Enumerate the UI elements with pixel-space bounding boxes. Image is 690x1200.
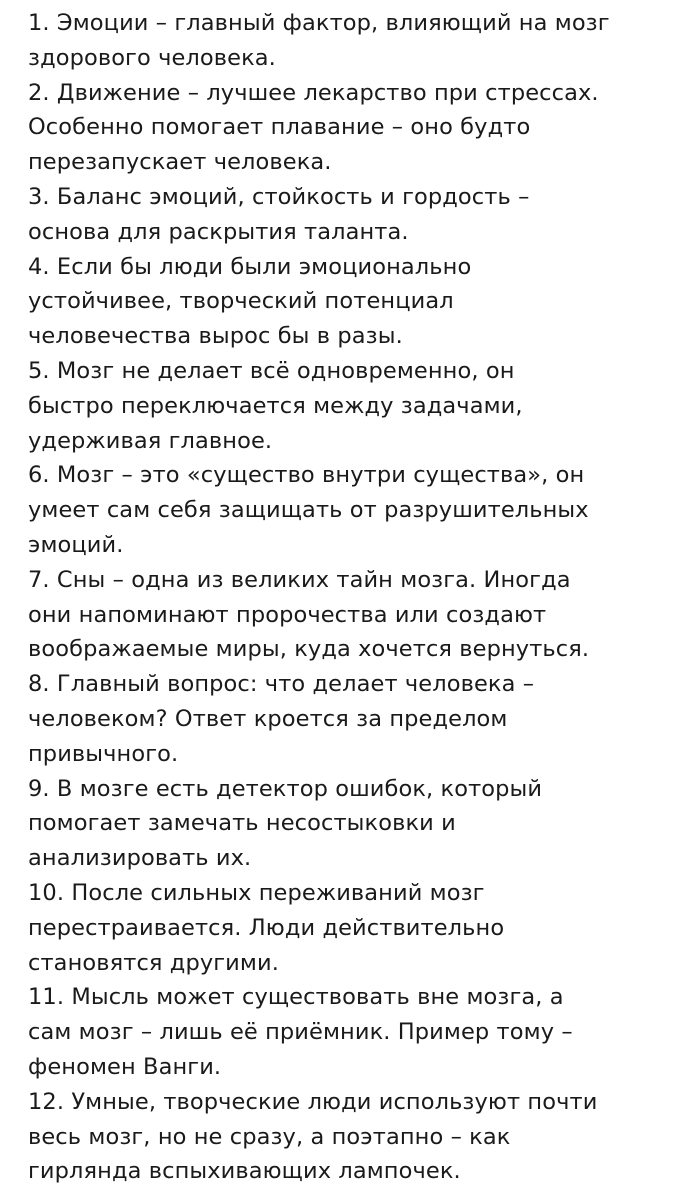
item-line: 12. Умные, творческие люди используют почти	[28, 1088, 598, 1115]
item-line: 8. Главный вопрос: что делает человека –	[28, 671, 535, 698]
item-line: человеком? Ответ кроется за пределом	[28, 705, 508, 732]
item-line: феномен Ванги.	[28, 1053, 222, 1080]
item-line: 3. Баланс эмоций, стойкость и гордость –	[28, 183, 530, 210]
item-line: гирлянда вспыхивающих лампочек.	[28, 1158, 461, 1185]
item-line: Особенно помогает плавание – оно будто	[28, 114, 531, 141]
item-line: помогает замечать несостыковки и	[28, 810, 456, 837]
list-item	[28, 76, 670, 180]
item-line: эмоций.	[28, 531, 124, 558]
item-line: 2. Движение – лучшее лекарство при стрессах.	[28, 79, 599, 106]
facts-list	[28, 6, 670, 1189]
item-line: 4. Если бы люди были эмоционально	[28, 253, 472, 280]
item-line: 11. Мысль может существовать вне мозга, а	[28, 984, 564, 1011]
item-line: основа для раскрытия таланта.	[28, 218, 409, 245]
list-item	[28, 563, 670, 667]
item-line: перестраивается. Люди действительно	[28, 914, 505, 941]
item-line: удерживая главное.	[28, 427, 273, 454]
list-item	[28, 250, 670, 354]
item-line: 1. Эмоции – главный фактор, влияющий на мозг	[28, 10, 610, 36]
list-item	[28, 6, 670, 76]
item-line: 10. После сильных переживаний мозг	[28, 879, 485, 906]
item-line: человечества вырос бы в разы.	[28, 323, 403, 350]
item-line: весь мозг, но не сразу, а поэтапно – как	[28, 1123, 511, 1150]
list-item	[28, 180, 670, 250]
item-line: они напоминают пророчества или создают	[28, 601, 547, 628]
item-line: 7. Сны – одна из великих тайн мозга. Иногда	[28, 566, 571, 593]
item-line: быстро переключается между задачами,	[28, 392, 523, 419]
item-line: 6. Мозг – это «существо внутри существа», он	[28, 462, 585, 489]
item-line: воображаемые миры, куда хочется вернуться.	[28, 636, 590, 663]
item-line: 5. Мозг не делает всё одновременно, он	[28, 357, 515, 384]
list-item	[28, 876, 670, 980]
item-line: сам мозг – лишь её приёмник. Пример тому –	[28, 1019, 573, 1046]
item-line: устойчивее, творческий потенциал	[28, 288, 454, 315]
item-line: анализировать их.	[28, 845, 252, 872]
list-item	[28, 458, 670, 562]
item-line: становятся другими.	[28, 949, 279, 976]
item-line: здорового человека.	[28, 44, 276, 71]
list-item	[28, 667, 670, 771]
list-item	[28, 980, 670, 1084]
item-line: перезапускает человека.	[28, 149, 332, 176]
item-line: 9. В мозге есть детектор ошибок, который	[28, 775, 543, 802]
item-line: умеет сам себя защищать от разрушительных	[28, 497, 589, 524]
list-item	[28, 1085, 670, 1189]
item-line: привычного.	[28, 740, 179, 767]
list-item	[28, 354, 670, 458]
list-item	[28, 772, 670, 876]
